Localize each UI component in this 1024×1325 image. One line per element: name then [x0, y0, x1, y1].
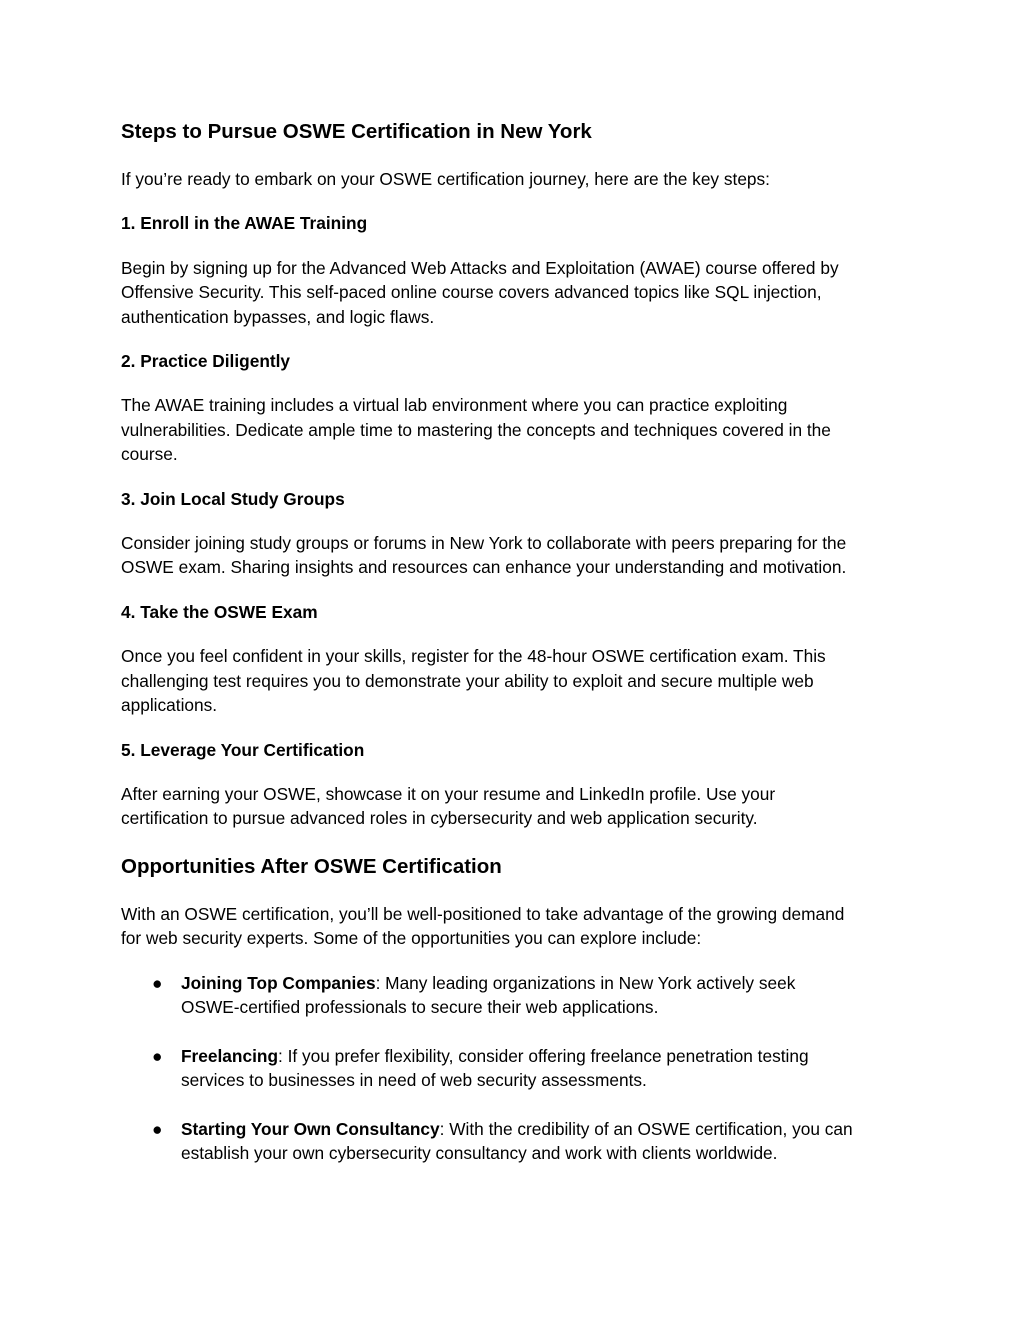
step-heading-5: 5. Leverage Your Certification: [121, 739, 365, 760]
step-paragraph-4: [121, 644, 911, 717]
section-heading-steps: Steps to Pursue OSWE Certification in New York: [121, 120, 592, 143]
list-item-text: : If you prefer flexibility, consider offering freelance penetration testing: [278, 1045, 809, 1066]
paragraph-line: With an OSWE certification, you’ll be well-positioned to take advantage of the growing demand: [121, 903, 845, 924]
opportunities-list: [121, 971, 911, 1166]
paragraph-line: Offensive Security. This self-paced online course covers advanced topics like SQL injection,: [121, 282, 822, 303]
paragraph-line: Consider joining study groups or forums in New York to collaborate with peers preparing for the: [121, 533, 847, 554]
bullet-icon: ●: [152, 1045, 163, 1066]
paragraph-line: applications.: [121, 695, 218, 716]
step-heading-1: 1. Enroll in the AWAE Training: [121, 213, 368, 234]
paragraph-line: for web security experts. Some of the opportunities you can explore include:: [121, 928, 702, 949]
bullet-icon: ●: [152, 1118, 163, 1139]
step-paragraph-5: [121, 782, 911, 831]
paragraph-line: Begin by signing up for the Advanced Web Attacks and Exploitation (AWAE) course offered by: [121, 257, 839, 278]
list-item-text: establish your own cybersecurity consultancy and work with clients worldwide.: [181, 1143, 778, 1164]
intro-paragraph: If you’re ready to embark on your OSWE certification journey, here are the key steps:: [121, 169, 770, 189]
bullet-icon: ●: [152, 972, 163, 993]
step-paragraph-2: [121, 393, 911, 466]
paragraph-line: vulnerabilities. Dedicate ample time to mastering the concepts and techniques covered in the: [121, 419, 831, 440]
step-heading-2: 2. Practice Diligently: [121, 351, 291, 372]
step-paragraph-1: [121, 256, 911, 329]
step-heading-4: 4. Take the OSWE Exam: [121, 601, 318, 622]
list-item: [121, 971, 911, 1020]
list-item-term: Freelancing: [181, 1045, 278, 1066]
paragraph-line: course.: [121, 444, 178, 465]
step-heading-3: 3. Join Local Study Groups: [121, 488, 345, 509]
list-item: [121, 1044, 911, 1093]
list-item-text: services to businesses in need of web security assessments.: [181, 1070, 647, 1091]
paragraph-line: Once you feel confident in your skills, register for the 48-hour OSWE certification exam. This: [121, 646, 826, 667]
opportunities-intro: [121, 902, 911, 951]
list-item-term: Starting Your Own Consultancy: [181, 1118, 440, 1139]
document-page: [121, 117, 911, 1166]
paragraph-line: certification to pursue advanced roles in cybersecurity and web application security.: [121, 808, 758, 829]
list-item-term: Joining Top Companies: [181, 972, 376, 993]
list-item-text: OSWE-certified professionals to secure their web applications.: [181, 996, 659, 1017]
paragraph-line: challenging test requires you to demonstrate your ability to exploit and secure multiple web: [121, 670, 814, 691]
list-item-text: : Many leading organizations in New York actively seek: [375, 972, 796, 993]
paragraph-line: authentication bypasses, and logic flaws.: [121, 306, 435, 327]
paragraph-line: OSWE exam. Sharing insights and resources can enhance your understanding and motivation.: [121, 557, 847, 578]
list-item-text: : With the credibility of an OSWE certification, you can: [439, 1118, 853, 1139]
step-paragraph-3: [121, 531, 911, 580]
section-heading-opportunities: Opportunities After OSWE Certification: [121, 854, 502, 878]
paragraph-line: After earning your OSWE, showcase it on your resume and LinkedIn profile. Use your: [121, 783, 776, 804]
paragraph-line: The AWAE training includes a virtual lab environment where you can practice exploiting: [121, 395, 788, 416]
list-item: [121, 1117, 911, 1166]
